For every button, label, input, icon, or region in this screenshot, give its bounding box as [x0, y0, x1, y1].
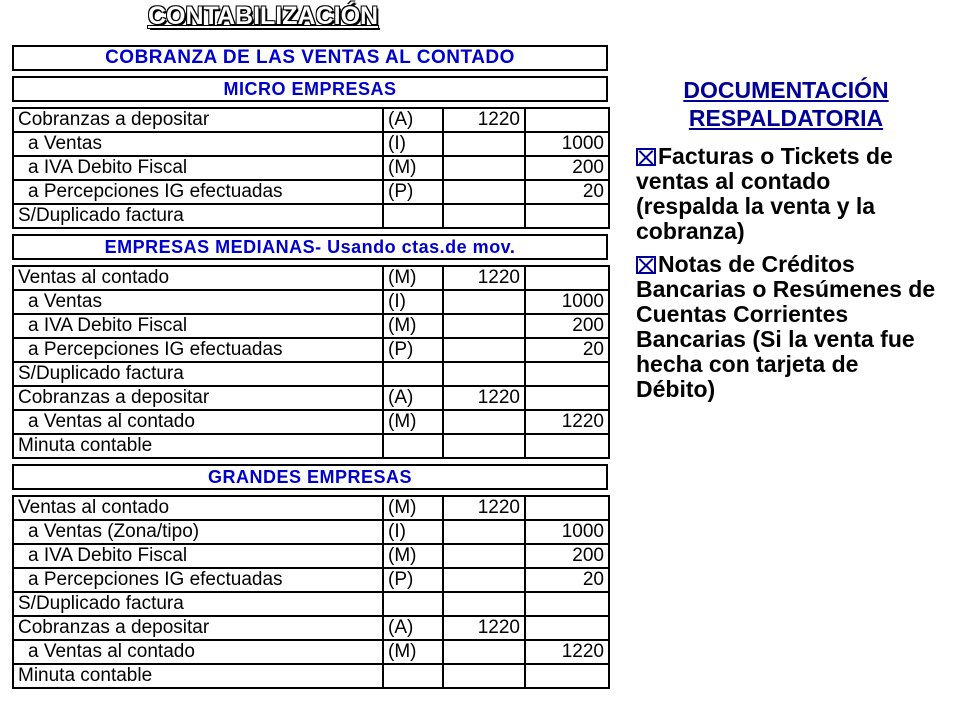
- debit-cell: [443, 204, 525, 228]
- credit-cell: 200: [525, 314, 609, 338]
- debit-cell: [443, 434, 525, 458]
- code-cell: [383, 664, 443, 688]
- code-cell: (P): [383, 568, 443, 592]
- table-row: [13, 362, 609, 386]
- journal-table: [12, 265, 610, 459]
- account-cell: Minuta contable: [13, 434, 383, 458]
- section-header: GRANDES EMPRESAS: [12, 464, 608, 490]
- code-cell: [383, 204, 443, 228]
- journal-table: [12, 495, 610, 689]
- credit-cell: [525, 616, 609, 640]
- account-cell: a Percepciones IG efectuadas: [13, 338, 383, 362]
- debit-cell: [443, 338, 525, 362]
- ledger-main-header: COBRANZA DE LAS VENTAS AL CONTADO: [12, 45, 608, 71]
- credit-cell: 1000: [525, 520, 609, 544]
- debit-cell: [443, 664, 525, 688]
- ledger-section: [12, 464, 608, 689]
- code-cell: (A): [383, 108, 443, 132]
- debit-cell: 1220: [443, 386, 525, 410]
- debit-cell: 1220: [443, 616, 525, 640]
- accounting-ledger: [12, 45, 608, 689]
- debit-cell: 1220: [443, 108, 525, 132]
- account-cell: a Percepciones IG efectuadas: [13, 180, 383, 204]
- credit-cell: [525, 496, 609, 520]
- ledger-sections: [12, 76, 608, 689]
- debit-cell: 1220: [443, 496, 525, 520]
- credit-cell: 200: [525, 156, 609, 180]
- debit-cell: [443, 314, 525, 338]
- code-cell: (P): [383, 338, 443, 362]
- credit-cell: 1000: [525, 132, 609, 156]
- documentation-title-line2: RESPALDATORIA: [688, 105, 884, 131]
- table-row: [13, 520, 609, 544]
- table-row: [13, 156, 609, 180]
- debit-cell: [443, 156, 525, 180]
- debit-cell: [443, 640, 525, 664]
- code-cell: (A): [383, 616, 443, 640]
- account-cell: a Ventas: [13, 132, 383, 156]
- debit-cell: [443, 132, 525, 156]
- credit-cell: 20: [525, 568, 609, 592]
- credit-cell: [525, 362, 609, 386]
- account-cell: Cobranzas a depositar: [13, 108, 383, 132]
- code-cell: (M): [383, 410, 443, 434]
- table-row: [13, 434, 609, 458]
- section-header: MICRO EMPRESAS: [12, 76, 608, 102]
- account-cell: a Percepciones IG efectuadas: [13, 568, 383, 592]
- credit-cell: 1000: [525, 290, 609, 314]
- account-cell: Ventas al contado: [13, 266, 383, 290]
- x-box-icon: [636, 256, 656, 274]
- credit-cell: [525, 592, 609, 616]
- credit-cell: 1220: [525, 410, 609, 434]
- account-cell: S/Duplicado factura: [13, 204, 383, 228]
- account-cell: a IVA Debito Fiscal: [13, 156, 383, 180]
- account-cell: a Ventas al contado: [13, 640, 383, 664]
- code-cell: (A): [383, 386, 443, 410]
- code-cell: (I): [383, 290, 443, 314]
- debit-cell: [443, 568, 525, 592]
- x-box-icon: [636, 148, 656, 166]
- code-cell: (M): [383, 156, 443, 180]
- credit-cell: 20: [525, 180, 609, 204]
- account-cell: S/Duplicado factura: [13, 592, 383, 616]
- account-cell: Cobranzas a depositar: [13, 616, 383, 640]
- credit-cell: [525, 266, 609, 290]
- list-item: [636, 252, 936, 402]
- code-cell: (M): [383, 544, 443, 568]
- table-row: [13, 568, 609, 592]
- code-cell: (P): [383, 180, 443, 204]
- ledger-section: [12, 234, 608, 459]
- code-cell: (I): [383, 520, 443, 544]
- page-title: CONTABILIZACIÓN: [148, 2, 379, 30]
- debit-cell: [443, 180, 525, 204]
- table-row: [13, 314, 609, 338]
- table-row: [13, 410, 609, 434]
- table-row: [13, 204, 609, 228]
- table-row: [13, 664, 609, 688]
- table-row: [13, 640, 609, 664]
- table-row: [13, 496, 609, 520]
- debit-cell: 1220: [443, 266, 525, 290]
- debit-cell: [443, 362, 525, 386]
- table-row: [13, 386, 609, 410]
- account-cell: a IVA Debito Fiscal: [13, 544, 383, 568]
- table-row: [13, 544, 609, 568]
- list-item: [636, 144, 936, 244]
- list-item-text: Facturas o Tickets de ventas al contado (respalda la venta y la cobranza): [636, 143, 893, 244]
- code-cell: (M): [383, 314, 443, 338]
- code-cell: [383, 592, 443, 616]
- credit-cell: 1220: [525, 640, 609, 664]
- table-row: [13, 290, 609, 314]
- account-cell: a Ventas al contado: [13, 410, 383, 434]
- account-cell: S/Duplicado factura: [13, 362, 383, 386]
- credit-cell: [525, 664, 609, 688]
- list-item-text: Notas de Créditos Bancarias o Resúmenes de Cuentas Corrientes Bancarias (Si la venta fue hecha con tarjeta de Débito): [636, 251, 936, 402]
- credit-cell: [525, 434, 609, 458]
- credit-cell: [525, 386, 609, 410]
- table-row: [13, 338, 609, 362]
- debit-cell: [443, 592, 525, 616]
- ledger-section: [12, 76, 608, 229]
- debit-cell: [443, 290, 525, 314]
- documentation-list: [636, 144, 936, 410]
- journal-table: [12, 107, 610, 229]
- debit-cell: [443, 544, 525, 568]
- table-row: [13, 266, 609, 290]
- code-cell: [383, 362, 443, 386]
- code-cell: (M): [383, 266, 443, 290]
- code-cell: (I): [383, 132, 443, 156]
- account-cell: a Ventas (Zona/tipo): [13, 520, 383, 544]
- account-cell: Minuta contable: [13, 664, 383, 688]
- account-cell: a Ventas: [13, 290, 383, 314]
- code-cell: (M): [383, 640, 443, 664]
- table-row: [13, 132, 609, 156]
- account-cell: Cobranzas a depositar: [13, 386, 383, 410]
- table-row: [13, 180, 609, 204]
- documentation-title: [636, 76, 936, 132]
- credit-cell: [525, 204, 609, 228]
- table-row: [13, 108, 609, 132]
- debit-cell: [443, 410, 525, 434]
- section-header: EMPRESAS MEDIANAS- Usando ctas.de mov.: [12, 234, 608, 260]
- code-cell: (M): [383, 496, 443, 520]
- credit-cell: [525, 108, 609, 132]
- account-cell: Ventas al contado: [13, 496, 383, 520]
- account-cell: a IVA Debito Fiscal: [13, 314, 383, 338]
- table-row: [13, 592, 609, 616]
- table-row: [13, 616, 609, 640]
- documentation-title-line1: DOCUMENTACIÓN: [683, 77, 889, 103]
- debit-cell: [443, 520, 525, 544]
- credit-cell: 200: [525, 544, 609, 568]
- code-cell: [383, 434, 443, 458]
- credit-cell: 20: [525, 338, 609, 362]
